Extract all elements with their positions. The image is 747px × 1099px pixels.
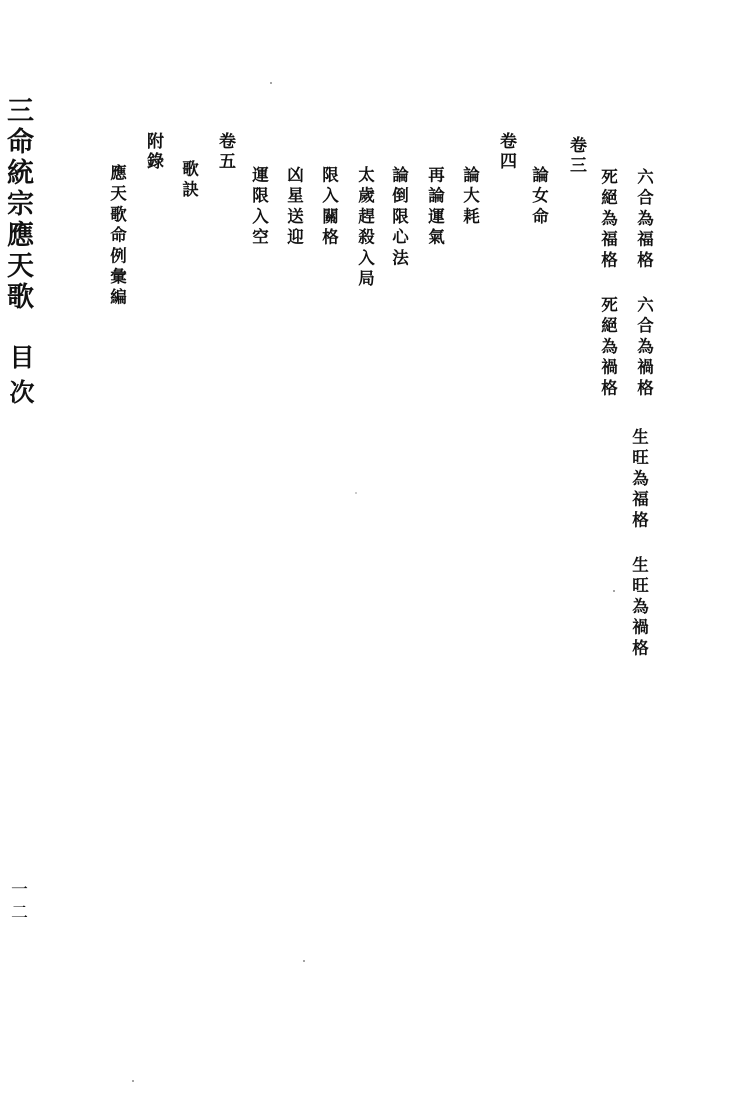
scan-speck xyxy=(270,82,272,84)
appendix-heading: 附錄 xyxy=(143,132,163,172)
scan-speck xyxy=(303,960,305,962)
entry-lun-nu-ming: 論女命 xyxy=(529,166,549,229)
entry-shengwang-huo: 生旺為禍格 xyxy=(629,556,649,660)
volume-3-heading: 卷三 xyxy=(566,136,586,176)
entry-gejue: 歌訣 xyxy=(179,160,199,202)
entry-yunxian-rukong: 運限入空 xyxy=(249,166,269,249)
entry-zailun-yunqi: 再論運氣 xyxy=(425,166,445,249)
page-number: 一二 xyxy=(7,880,27,926)
volume-4-heading: 卷四 xyxy=(496,132,516,172)
scan-speck xyxy=(613,590,615,592)
entry-xianru-guange: 限入關格 xyxy=(319,166,339,249)
entry-liuhe-fu: 六合為福格 xyxy=(634,168,654,272)
entry-sijue-huo: 死絕為禍格 xyxy=(598,296,618,400)
entry-lun-dahao: 論大耗 xyxy=(460,166,480,229)
scan-speck xyxy=(132,1080,134,1082)
entry-lun-daoxian: 論倒限心法 xyxy=(389,166,409,270)
entry-taisui: 太歲趕殺入局 xyxy=(355,166,375,291)
entry-shengwang-fu: 生旺為福格 xyxy=(629,428,649,532)
entry-yingtiange-mingli: 應天歌命例彙編 xyxy=(107,164,127,309)
entry-sijue-fu: 死絕為福格 xyxy=(598,168,618,272)
volume-5-heading: 卷五 xyxy=(215,132,235,172)
entry-xiongxing: 凶星送迎 xyxy=(284,166,304,249)
book-title: 三命統宗應天歌 xyxy=(2,96,33,313)
entry-liuhe-huo: 六合為禍格 xyxy=(634,296,654,400)
contents-label: 目次 xyxy=(6,344,35,414)
scan-speck xyxy=(355,492,357,494)
